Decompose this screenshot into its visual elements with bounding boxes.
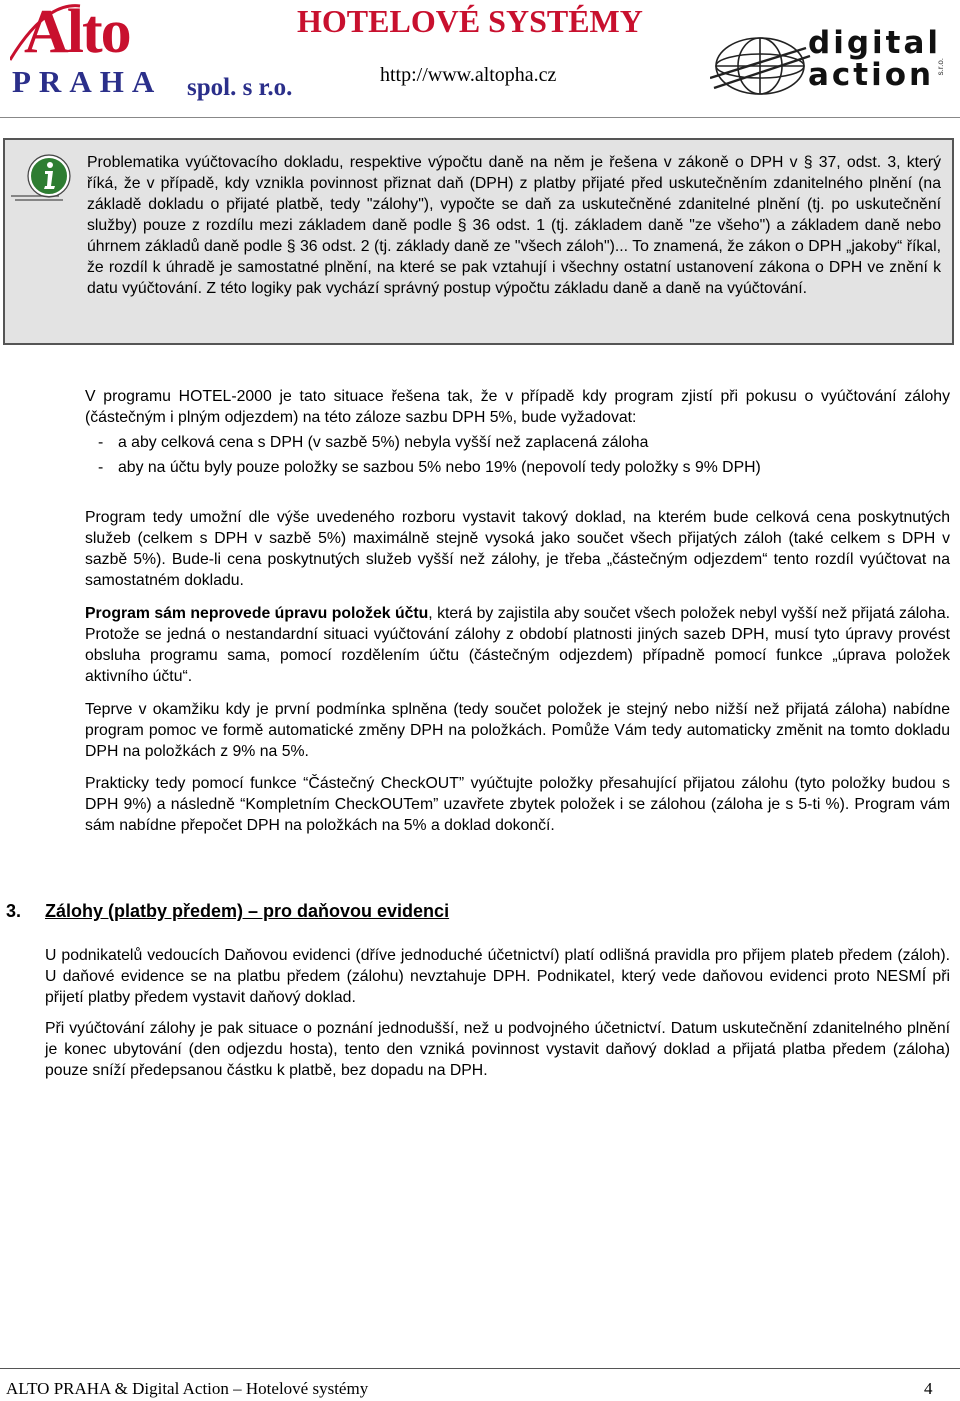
- alto-logo-text: Alto: [24, 0, 130, 66]
- paragraph-1: Program tedy umožní dle výše uvedeného rozboru vystavit takový doklad, na kterém bude celková cena poskytnutých služeb (celkem s DPH v sazbě 5%) maximálně stejně vysoká jako součet všech přijatých záloh (také celkem s DPH v sazbě 5%). Bude-li cena poskytnutých služeb vyšší než zálohy, je třeba „částečným odjezdem“ tento rozdíl vyúčtovat na samostatném dokladu.: [85, 509, 950, 589]
- footer-text: ALTO PRAHA & Digital Action – Hotelové systémy: [6, 1379, 369, 1398]
- alto-logo-suffix: spol. s r.o.: [187, 74, 293, 101]
- alto-logo-city: PRAHA: [12, 64, 163, 99]
- header-url[interactable]: http://www.altopha.cz: [380, 64, 557, 86]
- info-text: Problematika vyúčtovacího dokladu, respektive výpočtu daně na něm je řešena v zákoně o DPH v § 37, odst. 3, který říká, že v případě, kdy vznikla povinnost přiznat daň (DPH) z platby přijaté před uskutečněním zdanitelného plnění (na základě dokladu o přijaté platbě, tedy "zálohy"), vypočte se daň za uskutečněné zdanitelné plnění (tj. po uskutečnění služby) pouze z rozdílu mezi základem daně podle § 36 odst. 1 (tj. základem daně "ze všeho") a základem daně nebo úhrnem základů daně podle § 36 odst. 2 (tj. základy daně ze "všech záloh")... To znamená, že zákon o DPH „jakoby“ říkal, že rozdíl k úhradě je samostatné plnění, na které se pak vztahují i všechny ostatní ustanovení zákona o DPH ve znění k datu vyúčtování. Z této logiky pak vychází správný postup výpočtu základu daně a daně na vyúčtování.: [87, 154, 941, 297]
- digital-action-logo-line1: digital: [808, 25, 941, 61]
- info-icon: [11, 152, 77, 204]
- section-number: 3.: [6, 901, 22, 921]
- section3-paragraph-1: U podnikatelů vedoucích Daňovou evidenci (dříve jednoduché účetnictví) platí odlišná pravidla pro přijem plateb předem (záloh). U daňové evidence se na platbu předem (zálohu) nevztahuje DPH. Podnikatel, který vede daňovou evidenci proto NESMÍ při přijetí platby předem vystavit daňový doklad.: [45, 947, 950, 1006]
- paragraph-2: [85, 603, 950, 687]
- intro-paragraph: V programu HOTEL-2000 je tato situace řešena tak, že v případě kdy program zjistí při pokusu o vyúčtování zálohy (částečným i plným odjezdem) na této záloze sazbu DPH 5%, bude vyžadovat:: [85, 388, 950, 426]
- paragraph-3: Teprve v okamžiku kdy je první podmínka splněna (tedy součet položek je stejný nebo nižší než přijatá záloha) nabídne program pomoc ve formě automatické změny DPH na položkách. Pomůže Vám tedy automaticky změnit na tomto dokladu DPH na položkách z 9% na 5%.: [85, 701, 950, 760]
- paragraph-4: Prakticky tedy pomocí funkce “Částečný CheckOUT” vyúčtujte položky přesahující přijatou zálohu (tyto položky budou s DPH 9%) a následně “Kompletním CheckOUTem” uzavřete zbytek položek i se zálohou (záloha je s 5-ti %). Program vám sám nabídne přepočet DPH na položkách na 5% a doklad dokončí.: [85, 775, 950, 834]
- bullet-text: a aby celková cena s DPH (v sazbě 5%) nebyla vyšší než zaplacená záloha: [118, 434, 649, 451]
- info-box: [3, 138, 954, 345]
- section-title: Zálohy (platby předem) – pro daňovou evidenci: [45, 901, 450, 921]
- paragraph-2-rest: , která by zajistila aby součet všech položek nebyl vyšší než přijatá záloha. Protože se jedná o nestandardní situaci vyúčtování zálohy z období platnosti jiných sazeb DPH, musí tyto úpravy provést obsluha programu sama, pomocí rozdělením účtu (částečným odjezdem) případně pomocí funkce „úprava položek aktivního účtu“.: [85, 605, 950, 685]
- header-title: HOTELOVÉ SYSTÉMY: [297, 3, 643, 39]
- digital-action-logo-line2: action: [808, 57, 935, 93]
- alto-logo: [10, 0, 170, 66]
- paragraph-2-bold: Program sám neprovede úpravu položek účtu: [85, 605, 429, 622]
- bullet-dash: -: [98, 434, 104, 451]
- page-number: 4: [924, 1379, 933, 1398]
- footer-divider: [0, 1368, 960, 1369]
- bullet-dash: -: [98, 459, 104, 476]
- header-divider: [0, 117, 960, 118]
- bullet-text: aby na účtu byly pouze položky se sazbou 5% nebo 19% (nepovolí tedy položky s 9% DPH): [118, 459, 761, 476]
- section3-paragraph-2: Při vyúčtování zálohy je pak situace o poznání jednodušší, než u podvojného účetnictví. Datum uskutečnění zdanitelného plnění je konec ubytování (den odjezdu hosta), tento den vzniká povinnost vystavit daňový doklad a přijatá platba předem (záloha) pouze sníží předepsanou částku k platbě, bez dopadu na DPH.: [45, 1020, 950, 1079]
- digital-action-logo-suffix: s.r.o.: [936, 58, 945, 76]
